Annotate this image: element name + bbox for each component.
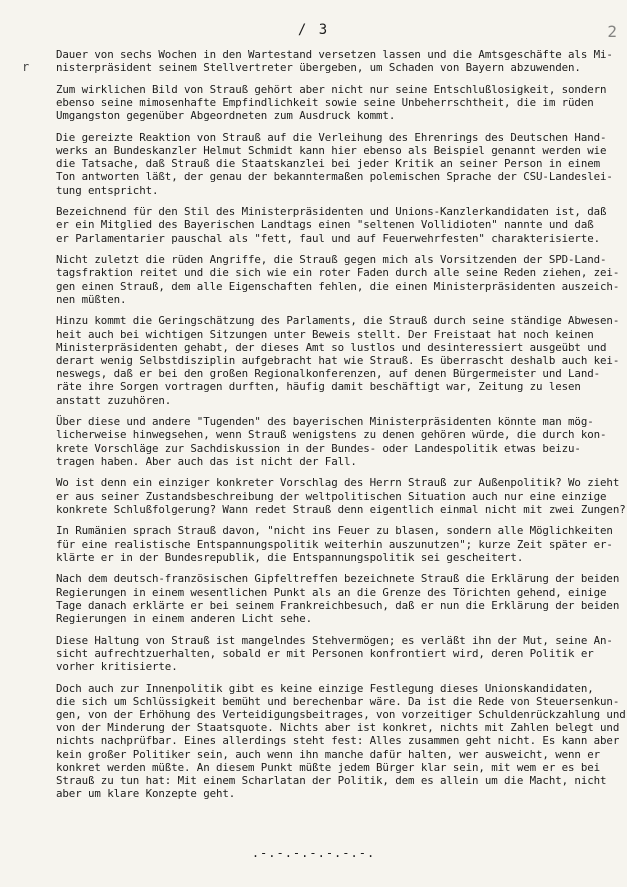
text-line: Tage danach erklärte er bei seinem Frankreichbesuch, daß er nun die Erklärung der beiden xyxy=(56,598,620,612)
text-line: Diese Haltung von Strauß ist mangelndes Stehvermögen; es verläßt ihn der Mut, seine An- xyxy=(56,633,613,647)
text-line: konkrete Schlußfolgerung? Wann redet Strauß denn eigentlich einmal nicht mit zwei Zungen? xyxy=(56,502,626,516)
text-line: Strauß zu tun hat: Mit einem Scharlatan der Politik, dem es allein um die Macht, nicht xyxy=(56,774,607,788)
text-line: gen, von der Erhöhung des Verteidigungsbeitrages, von vorzeitiger Schuldenrückzahlung und xyxy=(56,708,626,722)
text-line: Regierungen in einem anderen Licht sehe. xyxy=(56,612,313,626)
text-line: die sich um Schlüssigkeit bemüht und berechenbar wäre. Da ist die Rede von Steuersenkun- xyxy=(56,694,620,708)
text-line: von der Minderung der Staatsquote. Nichts aber ist konkret, nichts mit Zahlen belegt und xyxy=(56,721,620,735)
paragraph xyxy=(56,572,620,626)
text-line: Bezeichnend für den Stil des Ministerpräsidenten und Unions-Kanzlerkandidaten ist, daß xyxy=(56,205,607,219)
paragraph xyxy=(56,48,612,74)
text-line: Umgangston gegenüber Abgeordneten zum Ausdruck kommt. xyxy=(56,109,396,123)
text-line: ebenso seine mimosenhafte Empfindlichkeit sowie seine Unbeherrschtheit, die im rüden xyxy=(56,96,594,109)
text-line: In Rumänien sprach Strauß davon, "nicht ins Feuer zu blasen, sondern alle Möglichkeiten xyxy=(56,524,613,538)
page-number: / 3 xyxy=(297,22,330,38)
paragraph xyxy=(56,83,612,123)
paragraph xyxy=(56,476,626,516)
text-line: Hinzu kommt die Geringschätzung des Parlaments, die Strauß durch seine ständige Abwesen- xyxy=(56,314,620,328)
text-line: derart wenig Selbstdisziplin aufgebracht hat wie Strauß. Es überrascht deshalb auch kei- xyxy=(56,354,620,368)
text-line: Zum wirklichen Bild von Strauß gehört aber nicht nur seine Entschlußlosigkeit, sondern xyxy=(56,82,607,96)
text-line: licherweise hinwegsehen, wenn Strauß wenigstens zu denen gehören würde, die durch kon- xyxy=(56,428,607,442)
text-line: nen müßten. xyxy=(56,292,127,306)
text-line: Über diese und andere "Tugenden" des bayerischen Ministerpräsidenten könnte man mög- xyxy=(56,415,594,429)
text-line: anstatt zuzuhören. xyxy=(56,393,172,407)
text-line: nisterpräsident seinem Stellvertreter übergeben, um Schaden von Bayern abzuwenden. xyxy=(56,61,581,75)
text-line: Ministerpräsidenten gehabt, der dieses Amt so lustlos und desinteressiert ausgeübt und xyxy=(56,340,607,354)
text-line: gen einen Strauß, dem alle Eigenschaften fehlen, die einen Ministerpräsidenten auszeich- xyxy=(56,279,620,293)
text-line: Die gereizte Reaktion von Strauß auf die Verleihung des Ehrenrings des Deutschen Hand- xyxy=(56,130,607,144)
text-line: Wo ist denn ein einziger konkreter Vorschlag des Herrn Strauß zur Außenpolitik? Wo zieht xyxy=(56,476,620,490)
paragraph xyxy=(56,131,612,197)
paragraph xyxy=(56,205,612,245)
text-line: vorher kritisierte. xyxy=(56,660,178,674)
text-line: er aus seiner Zustandsbeschreibung der weltpolitischen Situation auch nur eine einzige xyxy=(56,489,607,503)
text-line: krete Vorschläge zur Sachdiskussion in der Bundes- oder Landespolitik etwas beizu- xyxy=(56,441,581,455)
text-line: für eine realistische Entspannungspolitik weiterhin auszunutzen"; kurze Zeit später er- xyxy=(56,537,613,551)
text-line: Ton antworten läßt, der genau der bekanntermaßen polemischen Sprache der CSU-Landeslei- xyxy=(56,170,613,184)
margin-tick-mark: r xyxy=(22,60,30,74)
text-line: Nicht zuletzt die rüden Angriffe, die Strauß gegen mich als Vorsitzenden der SPD-Land- xyxy=(56,253,607,267)
text-line: kein großer Politiker sein, auch wenn ihn manche dafür halten, wer ausweicht, wenn er xyxy=(56,747,601,761)
text-line: die Tatsache, daß Strauß die Staatskanzlei bei jeder Kritik an seiner Person in einem xyxy=(56,157,601,171)
paragraph xyxy=(56,415,612,468)
text-line: aber um klare Konzepte geht. xyxy=(56,787,236,801)
paragraph xyxy=(56,253,620,306)
text-line: werks an Bundeskanzler Helmut Schmidt kann hier ebenso als Beispiel genannt werden wie xyxy=(56,144,607,157)
end-mark: .-.-.-.-.-.-.-. xyxy=(251,846,376,860)
text-line: sicht aufrechtzuerhalten, sobald er mit Personen konfrontiert wird, deren Politik er xyxy=(56,646,594,660)
text-line: klärte er in der Bundesrepublik, die Entspannungspolitik sei gescheitert. xyxy=(56,550,524,564)
paragraph xyxy=(56,314,620,407)
text-line: konkret werden müßte. An diesem Punkt müßte jedem Bürger klar sein, mit wem er es bei xyxy=(56,760,601,774)
text-line: er ein Mitglied des Bayerischen Landtags einen "seltenen Vollidioten" nannte und daß xyxy=(56,218,594,232)
corner-handwritten-mark: 2 xyxy=(607,22,617,41)
paragraph xyxy=(56,634,612,674)
paragraph xyxy=(56,681,626,801)
text-line: neswegs, daß er bei den großen Regionalkonferenzen, auf denen Bürgermeister und Land- xyxy=(56,367,601,381)
body-text xyxy=(56,48,626,809)
text-line: räte ihre Sorgen vortragen durften, häufig damit beschäftigt war, Zeitung zu lesen xyxy=(56,380,581,394)
text-line: Nach dem deutsch-französischen Gipfeltreffen bezeichnete Strauß die Erklärung der beiden xyxy=(56,572,620,586)
text-line: Dauer von sechs Wochen in den Wartestand versetzen lassen und die Amtsgeschäfte als Mi- xyxy=(56,48,613,61)
paragraph xyxy=(56,524,612,564)
text-line: nichts nachprüfbar. Eines allerdings steht fest: Alles zusammen geht nicht. Es kann aber xyxy=(56,734,620,748)
text-line: tung entspricht. xyxy=(56,183,159,197)
text-line: heit auch bei wichtigen Sitzungen unter Beweis stellt. Der Freistaat hat noch keinen xyxy=(56,327,594,341)
text-line: tagsfraktion reitet und die sich wie ein roter Faden durch alle seine Reden ziehen, zei- xyxy=(56,266,620,280)
text-line: Regierungen in einem wesentlichen Punkt als an die Grenze des Törichten gehend, einige xyxy=(56,585,607,599)
text-line: Doch auch zur Innenpolitik gibt es keine einzige Festlegung dieses Unionskandidaten, xyxy=(56,681,594,695)
text-line: er Parlamentarier pauschal als "fett, faul und auf Feuerwehrfesten" charakterisierte. xyxy=(56,231,601,245)
text-line: tragen haben. Aber auch das ist nicht der Fall. xyxy=(56,454,357,468)
